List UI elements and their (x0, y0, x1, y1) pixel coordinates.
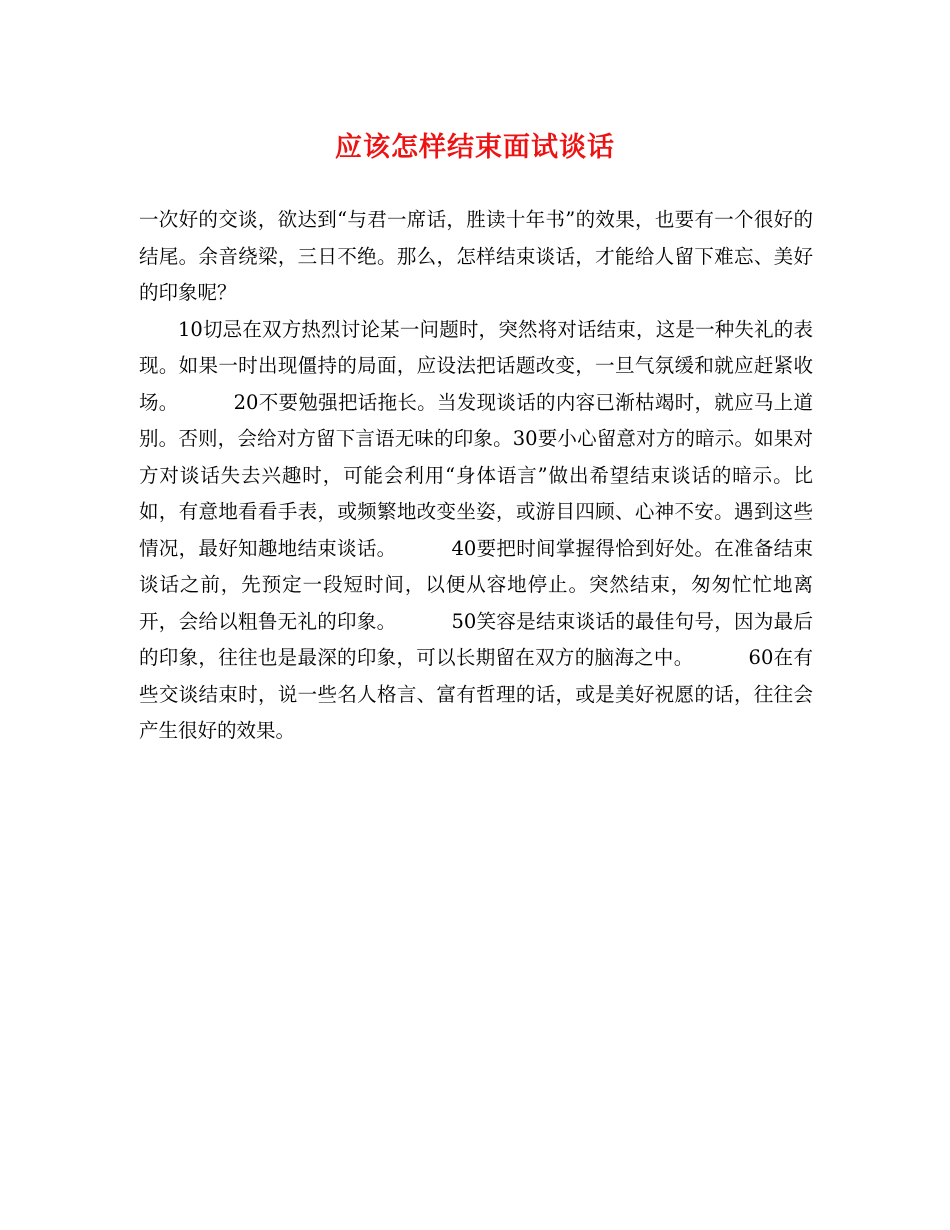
point-5: 50笑容是结束谈话的最佳句号，因为最后的印象，往往也是最深的印象，可以长期留在双方的脑海之中。 (139, 609, 813, 669)
point-4: 40要把时间掌握得恰到好处。在准备结束谈话之前，先预定一段短时间，以便从容地停止。突然结束，匆匆忙忙地离开，会给以粗鲁无礼的印象。 (139, 536, 813, 633)
point-2: 20不要勉强把话拖长。当发现谈话的内容已渐枯竭时，就应马上道别。否则，会给对方留下言语无味的印象。 (139, 390, 813, 450)
document-title: 应该怎样结束面试谈话 (335, 132, 615, 163)
intro-paragraph: 一次好的交谈，欲达到“与君一席话，胜读十年书”的效果，也要有一个很好的结尾。余音绕梁，三日不绝。那么，怎样结束谈话，才能给人留下难忘、美好的印象呢？ (139, 208, 813, 304)
point-1: 10切忌在双方热烈讨论某一问题时，突然将对话结束，这是一种失礼的表现。如果一时出现僵持的局面，应设法把话题改变，一旦气氛缓和就应赶紧收场。 (139, 317, 813, 414)
document-body (139, 202, 813, 750)
point-3: 30要小心留意对方的暗示。如果对方对谈话失去兴趣时，可能会利用“身体语言”做出希望结束谈话的暗示。比如，有意地看看手表，或频繁地改变坐姿，或游目四顾、心神不安。遇到这些情况，最好知趣地结束谈话。 (139, 427, 813, 560)
point-6: 60在有些交谈结束时，说一些名人格言、富有哲理的话，或是美好祝愿的话，往往会产生很好的效果。 (139, 646, 813, 742)
points-paragraph (139, 312, 813, 750)
